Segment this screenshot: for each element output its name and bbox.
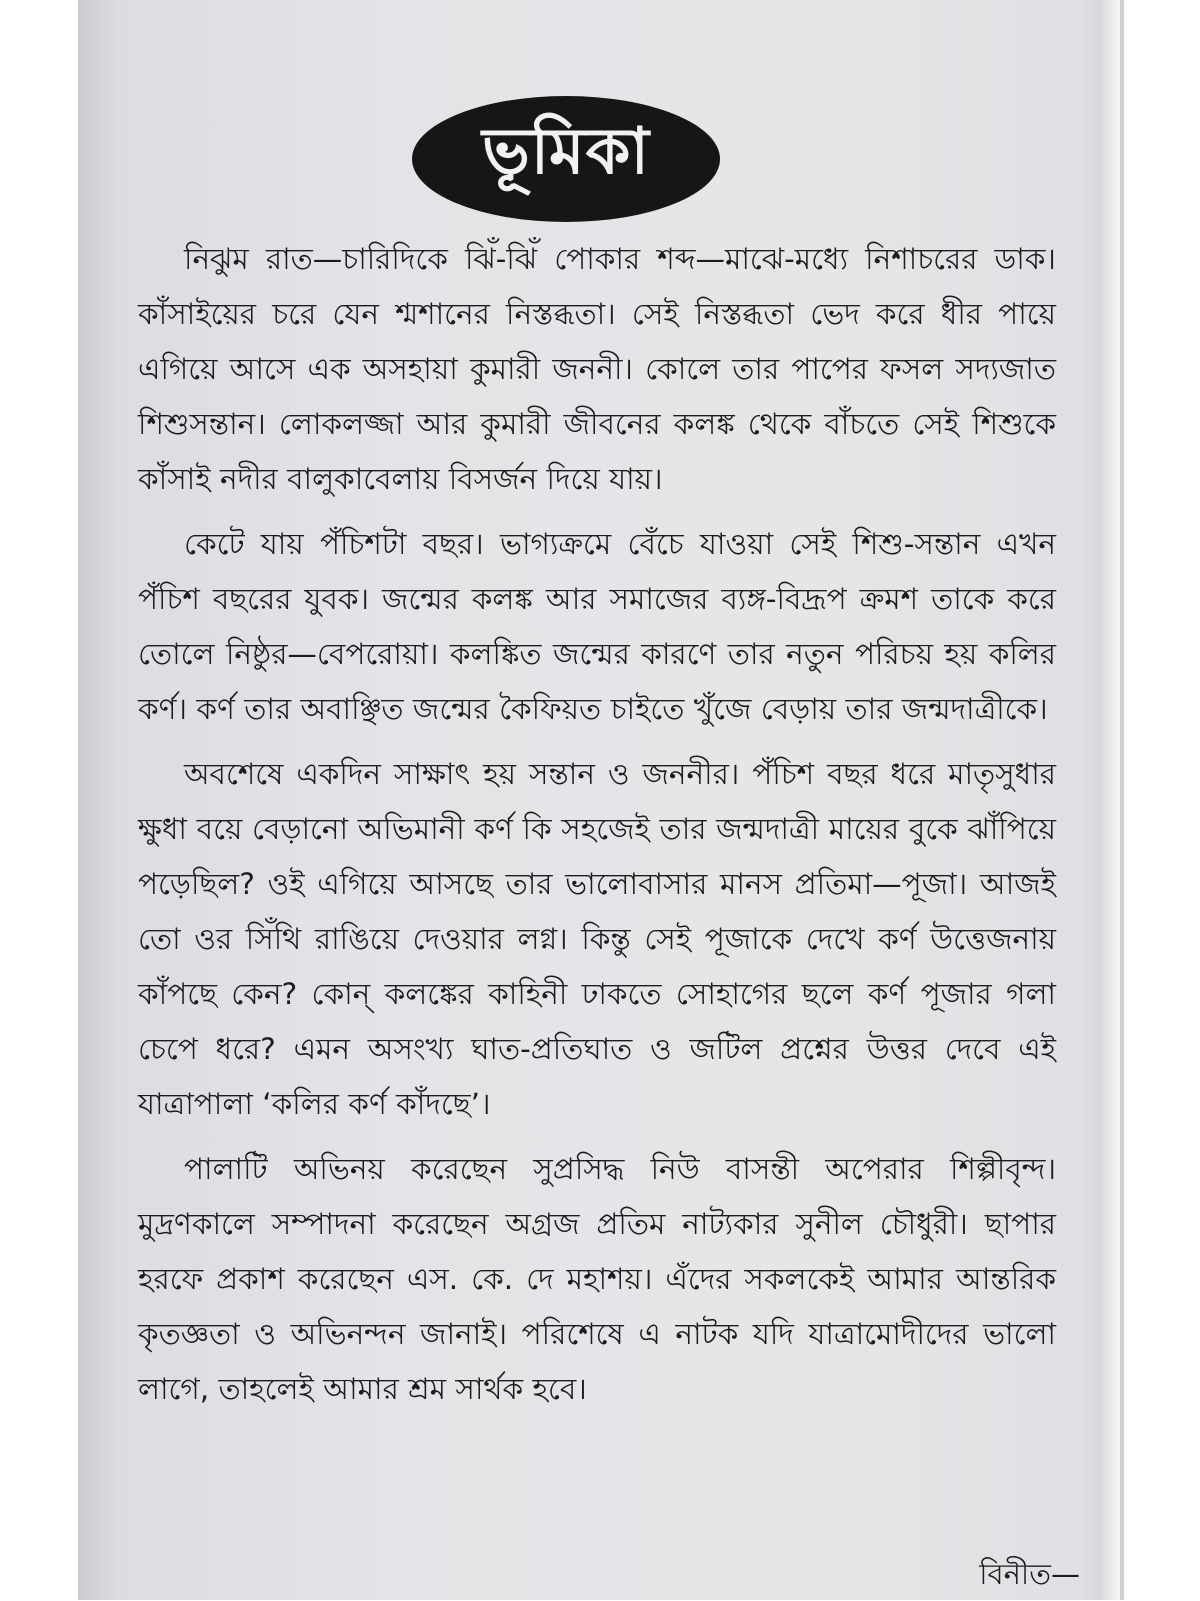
paragraph-4: পালাটি অভিনয় করেছেন সুপ্রসিদ্ধ নিউ বাসন্তী অপেরার শিল্পীবৃন্দ। মুদ্রণকালে সম্পাদনা করেছেন অগ্রজ প্রতিম নাট্যকার সুনীল চৌধুরী। ছাপার হরফে প্রকাশ করেছেন এস. কে. দে মহাশয়। এঁদের সকলকেই আমার আন্তরিক কৃতজ্ঞতা ও অভিনন্দন জানাই। পরিশেষে এ নাটক যদি যাত্রামোদীদের ভালো লাগে, তাহলেই আমার শ্রম সার্থক হবে। — [138, 1152, 1056, 1406]
paragraph-3: অবশেষে একদিন সাক্ষাৎ হয় সন্তান ও জননীর। পঁচিশ বছর ধরে মাতৃসুধার ক্ষুধা বয়ে বেড়ানো অভিমানী কর্ণ কি সহজেই তার জন্মদাত্রী মায়ের বুকে ঝাঁপিয়ে পড়েছিল? ওই এগিয়ে আসছে তার ভালোবাসার মানস প্রতিমা—পূজা। আজই তো ওর সিঁথি রাঙিয়ে দেওয়ার লগ্ন। কিন্তু সেই পূজাকে দেখে কর্ণ উত্তেজনায় কাঁপছে কেন? কোন্ কলঙ্কের কাহিনী ঢাকতে সোহাগের ছলে কর্ণ পূজার গলা চেপে ধরে? এমন অসংখ্য ঘাত-প্রতিঘাত ও জটিল প্রশ্নের উত্তর দেবে এই যাত্রাপালা ‘কলির কর্ণ কাঁদছে’। — [138, 757, 1056, 1121]
preface-body — [138, 232, 1056, 1427]
page-edge — [1098, 0, 1120, 1600]
paragraph-2: কেটে যায় পঁচিশটা বছর। ভাগ্যক্রমে বেঁচে যাওয়া সেই শিশু-সন্তান এখন পঁচিশ বছরের যুবক। জন্মের কলঙ্ক আর সমাজের ব্যঙ্গ-বিদ্রূপ ক্রমশ তাকে করে তোলে নিষ্ঠুর—বেপরোয়া। কলঙ্কিত জন্মের কারণে তার নতুন পরিচয় হয় কলির কর্ণ। কর্ণ তার অবাঞ্ছিত জন্মের কৈফিয়ত চাইতে খুঁজে বেড়ায় তার জন্মদাত্রীকে। — [138, 527, 1056, 726]
heading-oval — [412, 96, 720, 222]
closing-signature: বিনীত— — [979, 1557, 1080, 1591]
page-heading: ভূমিকা — [482, 114, 650, 189]
paragraph-1: নিঝুম রাত—চারিদিকে ঝিঁ-ঝিঁ পোকার শব্দ—মাঝে-মধ্যে নিশাচরের ডাক। কাঁসাইয়ের চরে যেন শ্মশানের নিস্তব্ধতা। সেই নিস্তব্ধতা ভেদ করে ধীর পায়ে এগিয়ে আসে এক অসহায়া কুমারী জননী। কোলে তার পাপের ফসল সদ্যজাত শিশুসন্তান। লোকলজ্জা আর কুমারী জীবনের কলঙ্ক থেকে বাঁচতে সেই শিশুকে কাঁসাই নদীর বালুকাবেলায় বিসর্জন দিয়ে যায়। — [138, 242, 1056, 496]
